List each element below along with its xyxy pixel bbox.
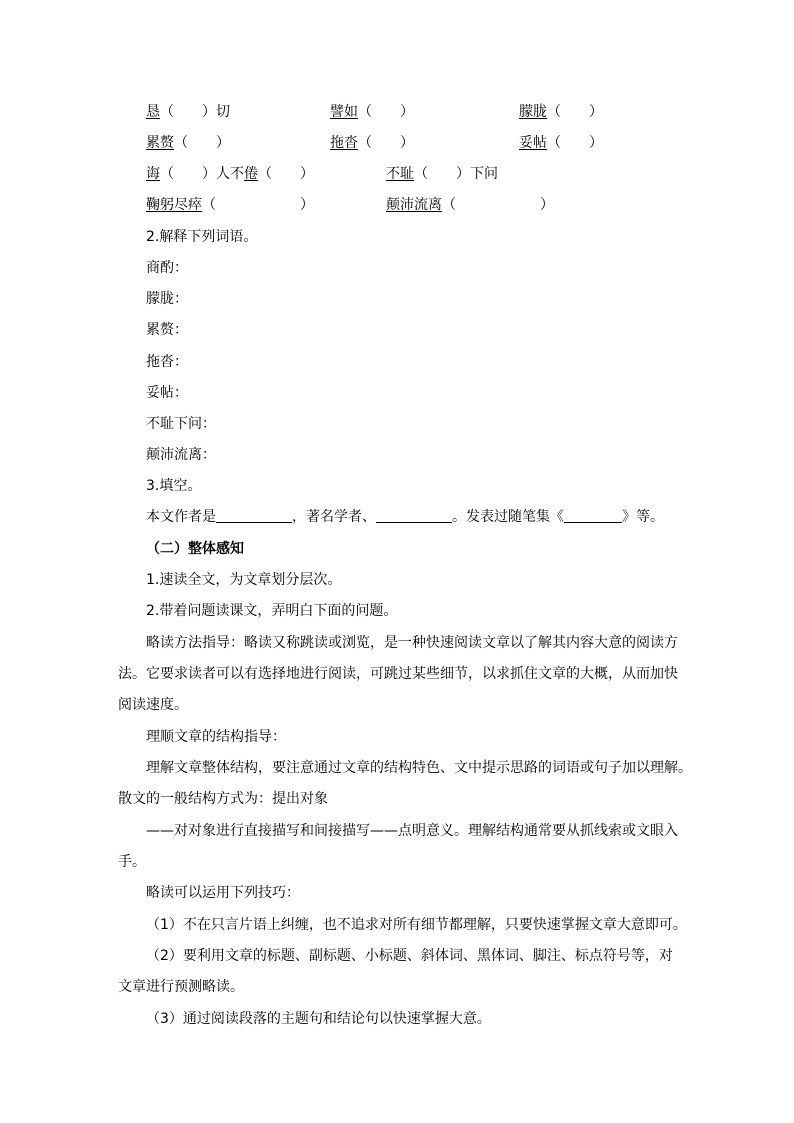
paragraph: （2）要利用文章的标题、副标题、小标题、斜体词、黑体词、脚注、标点符号等，对 xyxy=(146,948,673,964)
word: 鞠躬尽瘁 xyxy=(146,197,202,213)
word: 朦胧 xyxy=(519,104,547,120)
answer-blank[interactable] xyxy=(564,508,622,523)
pinyin-row-2 xyxy=(146,134,230,152)
section-heading: （二）整体感知 xyxy=(146,541,244,557)
word: 累赘 xyxy=(146,135,174,151)
pinyin-row-3-col2 xyxy=(386,165,498,183)
blank-paren: （ ） xyxy=(258,166,314,182)
paragraph: 文章进行预测略读。 xyxy=(118,979,244,995)
paragraph: 1.速读全文，为文章划分层次。 xyxy=(146,572,342,588)
paragraph: 略读可以运用下列技巧： xyxy=(146,885,300,901)
q2-item: 朦胧： xyxy=(146,291,188,307)
pinyin-row-1 xyxy=(146,103,230,121)
blank-paren: （ ）下问 xyxy=(414,166,498,182)
word: 拖沓 xyxy=(330,135,358,151)
paragraph: （3）通过阅读段落的主题句和结论句以快速掌握大意。 xyxy=(146,1011,491,1027)
paragraph: 2.带着问题读课文，弄明白下面的问题。 xyxy=(146,603,398,619)
pinyin-row-3 xyxy=(146,165,314,183)
q2-item: 妥帖： xyxy=(146,385,188,401)
pinyin-row-2-col3 xyxy=(519,134,603,152)
q3-fill-sentence xyxy=(146,508,664,526)
q2-item: 商酌： xyxy=(146,260,188,276)
paragraph: 手。 xyxy=(118,854,146,870)
pinyin-row-1-col3 xyxy=(519,103,603,121)
q2-item: 颠沛流离： xyxy=(146,447,216,463)
word: 颠沛流离 xyxy=(386,197,442,213)
word: 倦 xyxy=(244,166,258,182)
q2-item: 拖沓： xyxy=(146,354,188,370)
blank-paren: （ ）切 xyxy=(160,104,230,120)
q3-text: ，著名学者、 xyxy=(292,509,376,525)
paragraph: 理解文章整体结构，要注意通过文章的结构特色、文中提示思路的词语或句子加以理解。 xyxy=(146,760,692,776)
q3-text: 。发表过随笔集《 xyxy=(452,509,564,525)
paragraph: ——对对象进行直接描写和间接描写——点明意义。理解结构通常要从抓线索或文眼入 xyxy=(146,823,678,839)
pinyin-row-1-col2 xyxy=(330,103,414,121)
pinyin-row-2-col2 xyxy=(330,134,414,152)
pinyin-row-4-col2 xyxy=(386,196,554,214)
word: 妥帖 xyxy=(519,135,547,151)
paragraph: （1）不在只言片语上纠缠，也不追求对所有细节都理解，只要快速掌握文章大意即可。 xyxy=(146,917,687,933)
paragraph: 理顺文章的结构指导： xyxy=(146,729,286,745)
q3-text: 》等。 xyxy=(622,509,664,525)
blank-paren: （ ） xyxy=(442,197,554,213)
word: 恳 xyxy=(146,104,160,120)
word: 不耻 xyxy=(386,166,414,182)
blank-paren: （ ） xyxy=(202,197,314,213)
blank-paren: （ ） xyxy=(358,104,414,120)
blank-paren: （ ） xyxy=(174,135,230,151)
answer-blank[interactable] xyxy=(376,508,452,523)
q3-text: 本文作者是 xyxy=(146,509,216,525)
q2-title: 2.解释下列词语。 xyxy=(146,229,258,245)
blank-paren: （ ）人不 xyxy=(160,166,244,182)
word: 譬如 xyxy=(330,104,358,120)
paragraph: 散文的一般结构方式为：提出对象 xyxy=(118,791,328,807)
answer-blank[interactable] xyxy=(216,508,292,523)
pinyin-row-4 xyxy=(146,196,314,214)
blank-paren: （ ） xyxy=(547,135,603,151)
paragraph: 阅读速度。 xyxy=(118,697,188,713)
q2-item: 累赘： xyxy=(146,322,188,338)
blank-paren: （ ） xyxy=(547,104,603,120)
word: 诲 xyxy=(146,166,160,182)
paragraph: 略读方法指导：略读又称跳读或浏览，是一种快速阅读文章以了解其内容大意的阅读方 xyxy=(146,635,678,651)
blank-paren: （ ） xyxy=(358,135,414,151)
paragraph: 法。它要求读者可以有选择地进行阅读，可跳过某些细节，以求抓住文章的大概，从而加快 xyxy=(118,666,678,682)
q3-title: 3.填空。 xyxy=(146,478,202,494)
q2-item: 不耻下问： xyxy=(146,416,216,432)
